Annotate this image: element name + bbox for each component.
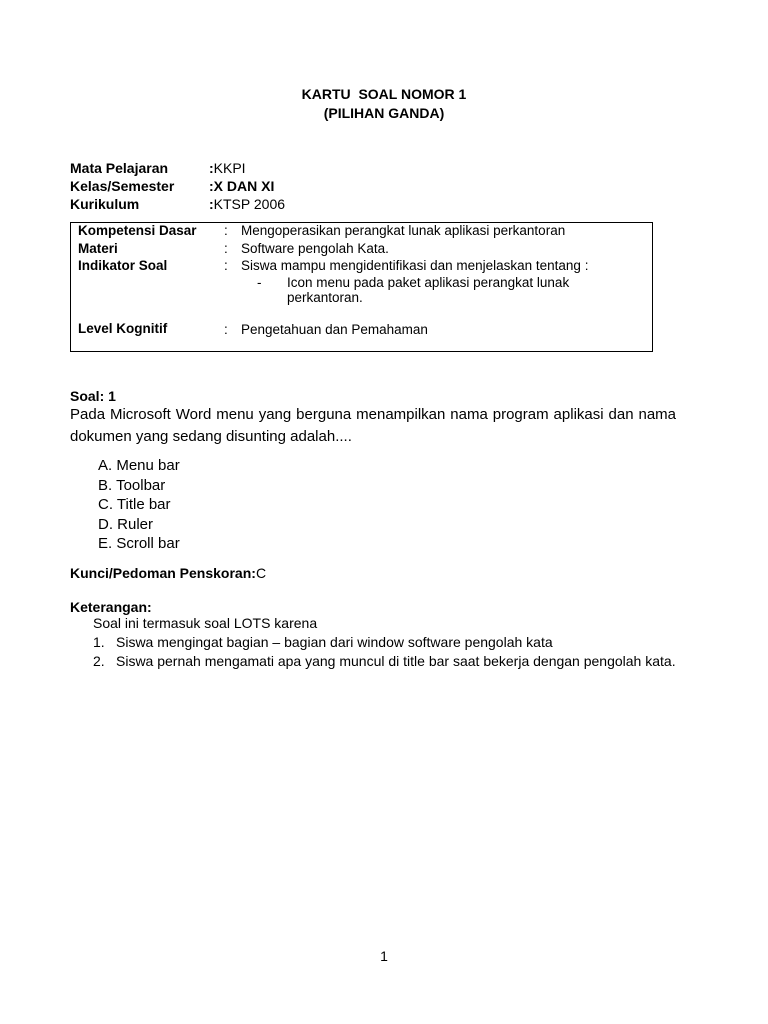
answer-options <box>98 456 180 554</box>
level-value: Pengetahuan dan Pemahaman <box>241 322 428 337</box>
kompetensi-label: Kompetensi Dasar <box>78 223 197 238</box>
option-b: B. Toolbar <box>98 476 166 494</box>
info-value: :X DAN XI <box>209 178 275 194</box>
info-value: :KTSP 2006 <box>209 196 286 212</box>
materi-value: Software pengolah Kata. <box>241 241 389 256</box>
info-label: Kelas/Semester <box>70 178 175 194</box>
answer-key <box>70 565 266 581</box>
soal-heading: Soal: 1 <box>70 388 116 404</box>
indikator-label: Indikator Soal <box>78 258 168 273</box>
option-d: D. Ruler <box>98 515 154 533</box>
kompetensi-value: Mengoperasikan perangkat lunak aplikasi perkantoran <box>241 223 566 238</box>
answer-key-value: C <box>255 565 267 581</box>
keterangan-list <box>93 633 677 671</box>
level-label: Level Kognitif <box>78 321 168 336</box>
keterangan-heading: Keterangan: <box>70 599 152 615</box>
answer-key-label: Kunci/Pedoman Penskoran: <box>70 565 256 581</box>
list-item: 1. Siswa mengingat bagian – bagian dari window software pengolah kata <box>93 634 553 650</box>
page-number: 1 <box>380 948 388 964</box>
competency-box: Kompetensi Dasar : Mengoperasikan perangkat lunak aplikasi perkantoran Materi : Software pengolah Kata. Indikator Soal : Siswa mampu mengidentifikasi dan menjelaskan tentang : - Icon menu pada paket aplikasi perangkat lunak perkantoran. Level Kognitif : Pengetahuan dan Pemahaman <box>70 222 653 352</box>
option-c: C. Title bar <box>98 496 171 513</box>
info-label: Kurikulum <box>70 196 140 212</box>
info-label: Mata Pelajaran <box>70 160 169 176</box>
indikator-sub-text: Icon menu pada paket aplikasi perangkat lunak perkantoran. <box>287 275 570 305</box>
card-subtitle: (PILIHAN GANDA) <box>323 105 445 121</box>
option-a: A. Menu bar <box>98 457 180 474</box>
indikator-value: Siswa mampu mengidentifikasi dan menjelaskan tentang : <box>241 258 589 273</box>
card-title: KARTU SOAL NOMOR 1 <box>301 86 467 102</box>
materi-label: Materi <box>78 241 118 256</box>
option-e: E. Scroll bar <box>98 535 180 552</box>
keterangan-intro: Soal ini termasuk soal LOTS karena <box>93 615 318 631</box>
question-text: Pada Microsoft Word menu yang berguna menampilkan nama program aplikasi dan nama dokumen yang sedang disunting adalah.... <box>70 406 676 445</box>
info-value: :KKPI <box>209 160 246 176</box>
list-item: 2. Siswa pernah mengamati apa yang muncul di title bar saat bekerja dengan pengolah kata. <box>93 653 676 669</box>
